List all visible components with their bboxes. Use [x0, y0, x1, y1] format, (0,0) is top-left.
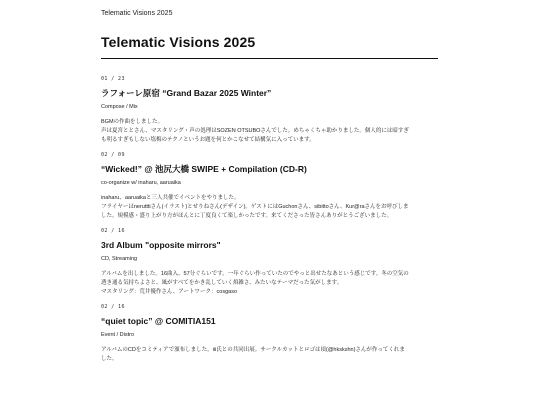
title-divider	[101, 58, 438, 59]
entry-body-line: した。	[101, 356, 118, 362]
entry-grand-bazar	[101, 76, 438, 145]
entry-body	[101, 346, 438, 364]
entry-body-line: アルバムを出しました。16曲入、57分ぐらいです。一年ぐらい作っていたのでやっと出せたなあという感じです。冬の空気の	[101, 271, 409, 277]
entry-body-line: BGMの作曲をしました。	[101, 119, 164, 125]
entry-body-line: 声は夏宮ととさん、マスタリング・声の処理はSOZEN OTSUBOさんでした。めちゃくちゃ助かりました。個人的には暗すぎ	[101, 128, 409, 134]
entry-title: 3rd Album "opposite mirrors"	[101, 240, 221, 250]
entry-body-line: も明るすぎもしない塩梅のテクノというお題を何とかこなせて結構気に入っています。	[101, 137, 315, 143]
entry-body-line: 透き通る気持ちよさと、風がすべてをかき乱していく煩雑さ、みたいなテーマだった気がします。	[101, 280, 343, 286]
entry-meta: Compose / Mix	[101, 104, 138, 110]
entry-title: ラフォーレ原宿 “Grand Bazar 2025 Winter”	[101, 88, 272, 98]
entry-meta: co-organize w/ inaharu, aaruaika	[101, 180, 181, 186]
entry-date: 02 / 09	[101, 152, 125, 158]
entry-wicked	[101, 152, 438, 221]
entry-body-line: inaharu、aaruaikaと三人共催でイベントをやりました。	[101, 195, 240, 201]
entry-date: 02 / 16	[101, 304, 125, 310]
entry-title: “Wicked!” @ 池尻大橋 SWIPE + Compilation (CD-R)	[101, 164, 307, 174]
entry-meta: CD, Streaming	[101, 256, 138, 262]
entry-body-line: フライヤーはnerutttiさん(イラスト)とせりねさん(デザイン)。ゲストにはGuchonさん、sibittoさん、Kur@raさんをお呼びしま	[101, 204, 409, 210]
entry-body	[101, 118, 438, 145]
entry-opposite-mirrors	[101, 228, 438, 297]
entry-body-line: した。規模感・盛り上がり方がほんとに丁度良くて楽しかったです。来てくださった皆さんありがとうございました。	[101, 213, 393, 219]
site-name-link[interactable]: Telematic Visions 2025	[101, 10, 173, 17]
entry-title: “quiet topic” @ COMITIA151	[101, 316, 216, 326]
entry-quiet-topic	[101, 304, 438, 364]
entry-date: 01 / 23	[101, 76, 125, 82]
entry-body	[101, 194, 438, 221]
entry-list	[101, 76, 438, 371]
entry-meta: Event / Distro	[101, 332, 135, 338]
page-title: Telematic Visions 2025	[101, 34, 256, 50]
entry-body	[101, 270, 438, 297]
entry-body-line: マスタリング：荒井優作さん、アートワーク：cosgaso	[101, 289, 238, 295]
entry-date: 02 / 16	[101, 228, 125, 234]
entry-body-line: アルバムのCDをコミティアで頒布しました。iii氏との共同出展。サークルカットとロゴは頃(@hkskshn)さんが作ってくれま	[101, 347, 405, 353]
